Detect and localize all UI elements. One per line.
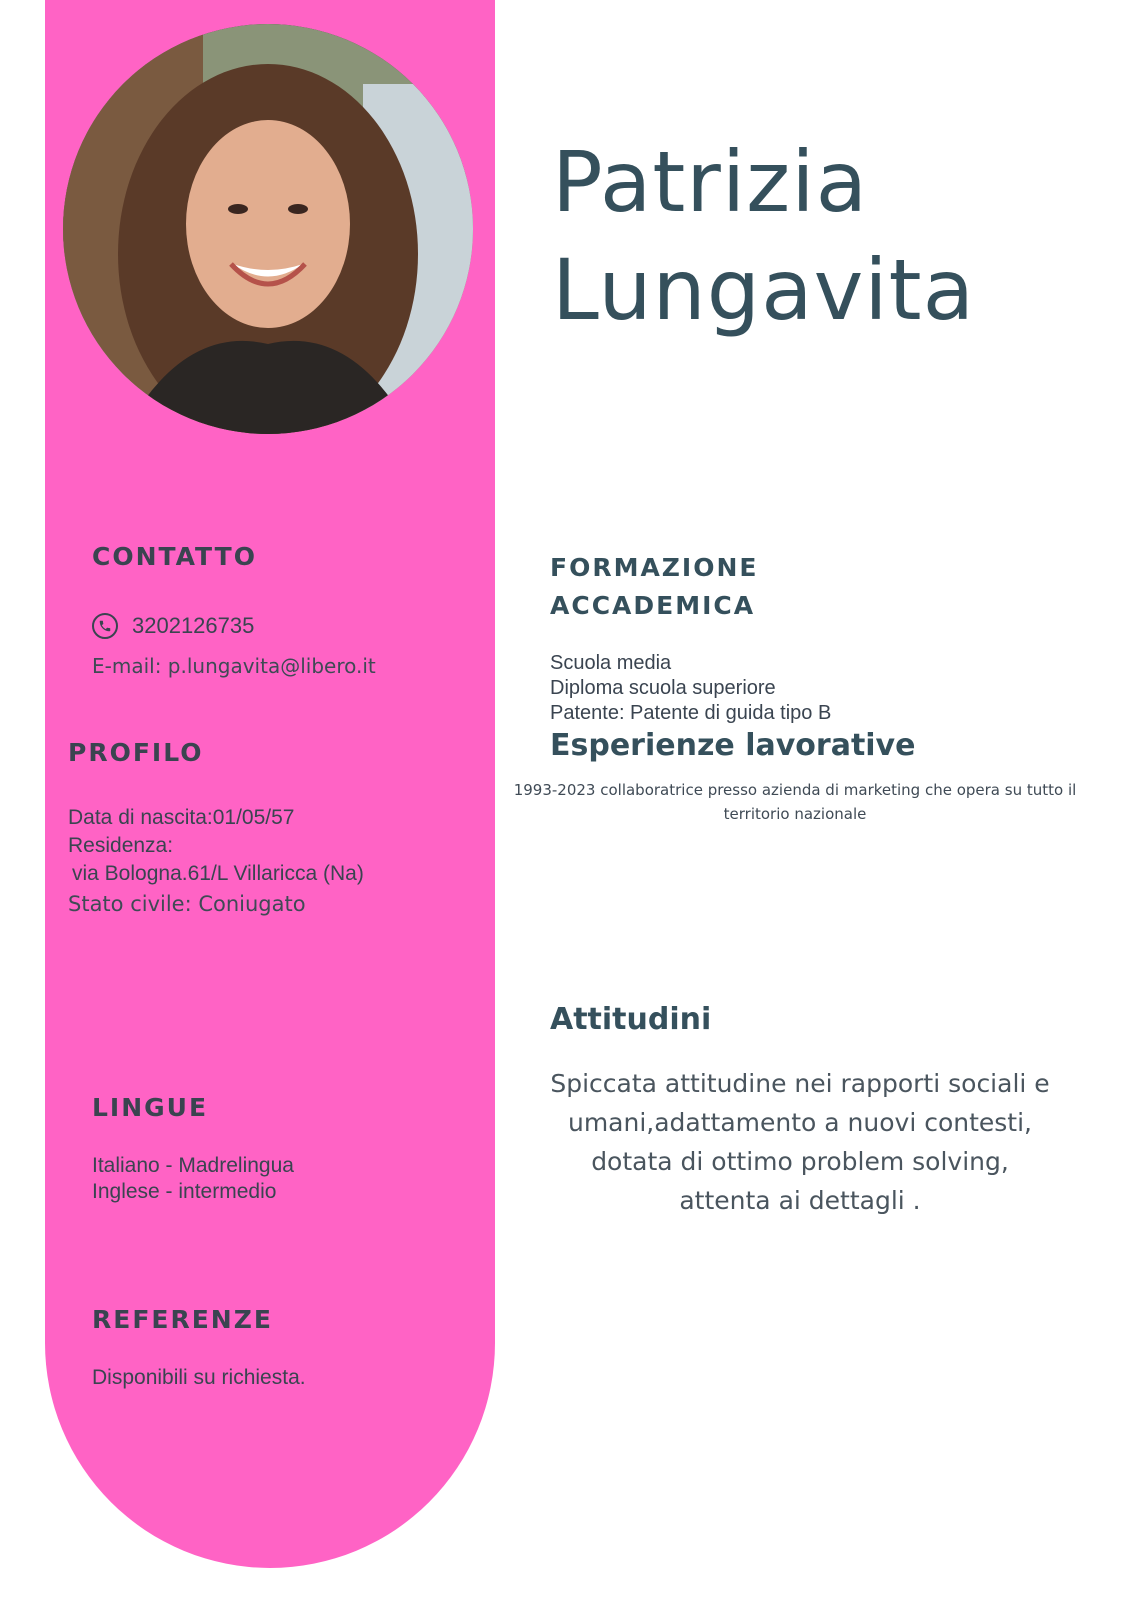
phone-number[interactable]: 3202126735 [132, 613, 255, 638]
language-item: Inglese - intermedio [92, 1180, 277, 1203]
attitude-line: dotata di ottimo problem solving, [591, 1147, 1009, 1176]
profile-photo-illustration [63, 24, 473, 434]
last-name: Lungavita [552, 241, 976, 339]
residence-label: Residenza: [68, 834, 174, 857]
language-item: Italiano - Madrelingua [92, 1154, 294, 1177]
profile-heading: PROFILO [68, 738, 204, 767]
references-text: Disponibili su richiesta. [92, 1366, 306, 1389]
attitude-line: attenta ai dettagli . [679, 1186, 921, 1215]
experience-line: 1993-2023 collaboratrice presso azienda di marketing che opera su tutto il [513, 781, 1077, 799]
education-item: Patente: Patente di guida tipo B [550, 702, 832, 724]
attitudes-heading: Attitudini [550, 1002, 712, 1037]
experience-line: territorio nazionale [723, 805, 867, 823]
birth-date: Data di nascita:01/05/57 [68, 806, 295, 829]
attitude-line: umani,adattamento a nuovi contesti, [567, 1108, 1033, 1137]
residence-address: via Bologna.61/L Villaricca (Na) [72, 862, 364, 885]
experience-heading: Esperienze lavorative [550, 728, 916, 763]
first-name: Patrizia [552, 133, 869, 231]
education-item: Diploma scuola superiore [550, 677, 776, 699]
education-heading-line1: FORMAZIONE [550, 553, 759, 582]
candidate-name [552, 128, 975, 344]
civil-status: Stato civile: Coniugato [68, 892, 306, 916]
phone-row [92, 612, 254, 640]
education-heading-line2: ACCADEMICA [550, 591, 756, 620]
languages-heading: LINGUE [92, 1093, 209, 1122]
phone-icon [92, 613, 118, 639]
attitude-line: Spiccata attitudine nei rapporti sociali e [550, 1069, 1050, 1098]
education-item: Scuola media [550, 652, 672, 674]
contact-heading: CONTATTO [92, 542, 257, 571]
email-address[interactable]: E-mail: p.lungavita@libero.it [92, 654, 376, 678]
profile-photo [63, 24, 473, 434]
references-heading: REFERENZE [92, 1305, 273, 1334]
